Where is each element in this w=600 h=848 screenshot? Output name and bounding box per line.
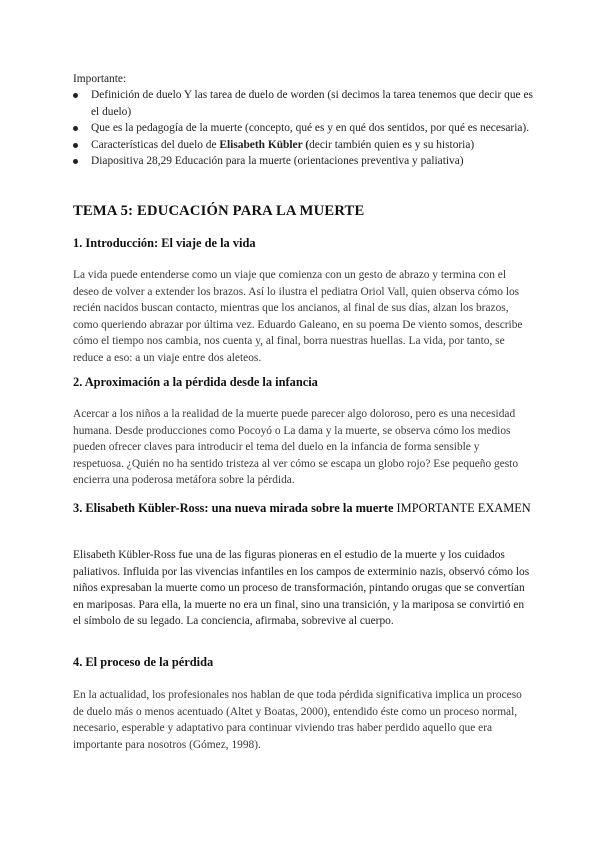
section-heading: 2. Aproximación a la pérdida desde la infancia (73, 375, 318, 389)
bullet-icon (73, 159, 78, 164)
section-paragraph: En la actualidad, los profesionales nos hablan de que toda pérdida significativa implica un proceso de duelo más o menos acentuado (Altet y Boatas, 2000), entendido éste como un proceso normal, necesario, esperable y adaptativo para continuar viviendo tras haber perdido aquello que era importante para nosotros (Gómez, 1998). (73, 689, 522, 751)
list-item-text: Definición de duelo Y las tarea de duelo de worden (si decimos la tarea tenemos que decir que es el duelo) (91, 89, 533, 118)
list-item (73, 120, 533, 137)
list-item-text-bold: Elisabeth Kübler ( (219, 138, 310, 151)
list-item-text-post: decir también quien es y su historia) (309, 138, 475, 151)
section-heading: 4. El proceso de la pérdida (73, 655, 214, 669)
section-heading: 1. Introducción: El viaje de la vida (73, 236, 256, 250)
bullet-icon (73, 126, 78, 131)
list-item (73, 137, 533, 154)
section-paragraph: La vida puede entenderse como un viaje que comienza con un gesto de abrazo y termina con el deseo de volver a extender los brazos. Así lo ilustra el pediatra Oriol Vall, quien observa cómo los recién nacidos buscan contacto, mientras que los ancianos, al final de sus días, alzan los brazos, como queriendo abrazar por última vez. Eduardo Galeano, en su poema De viento somos, describe cómo el tiempo nos cambia, nos cuenta y, al final, borra nuestras huellas. La vida, por tanto, se reduce a eso: a un viaje entre dos aleteos. (73, 269, 523, 364)
page-title: TEMA 5: EDUCACIÓN PARA LA MUERTE (73, 203, 365, 219)
section-paragraph: Elisabeth Kübler-Ross fue una de las figuras pioneras en el estudio de la muerte y los cuidados paliativos. Influida por las vivencias infantiles en los campos de exterminio nazis, observó cómo los niños expresaban la muerte como un proceso de transformación, pintando orugas que se convertían en mariposas. Para ella, la muerte no era un final, sino una transición, y la mariposa se convirtió en el símbolo de su legado. La conciencia, afirmaba, sobrevive al cuerpo. (73, 549, 530, 627)
list-item (73, 153, 533, 170)
list-item-text: Diapositiva 28,29 Educación para la muerte (orientaciones preventiva y paliativa) (91, 155, 464, 167)
section-heading (73, 500, 533, 517)
important-list (73, 87, 533, 170)
section-heading-note: IMPORTANTE EXAMEN (393, 501, 531, 515)
list-item (73, 87, 533, 120)
important-label: Importante: (73, 73, 127, 85)
list-item-text: Que es la pedagogía de la muerte (concepto, qué es y en qué dos sentidos, por qué es necesaria). (91, 122, 530, 134)
bullet-icon (73, 93, 78, 98)
list-item-text-pre: Características del duelo de (91, 138, 220, 151)
section-paragraph: Acercar a los niños a la realidad de la muerte puede parecer algo doloroso, pero es una necesidad humana. Desde producciones como Pocoyó o La dama y la muerte, se observa cómo los medios pueden ofrecer claves para introducir el tema del duelo en la infancia de forma sensible y respetuosa. ¿Quién no ha sentido tristeza al ver cómo se escapa un globo rojo? Ese pequeño gesto encierra una poderosa metáfora sobre la pérdida. (73, 408, 519, 486)
bullet-icon (73, 143, 78, 148)
section-heading-text: 3. Elisabeth Kübler-Ross: una nueva mirada sobre la muerte (73, 501, 394, 515)
